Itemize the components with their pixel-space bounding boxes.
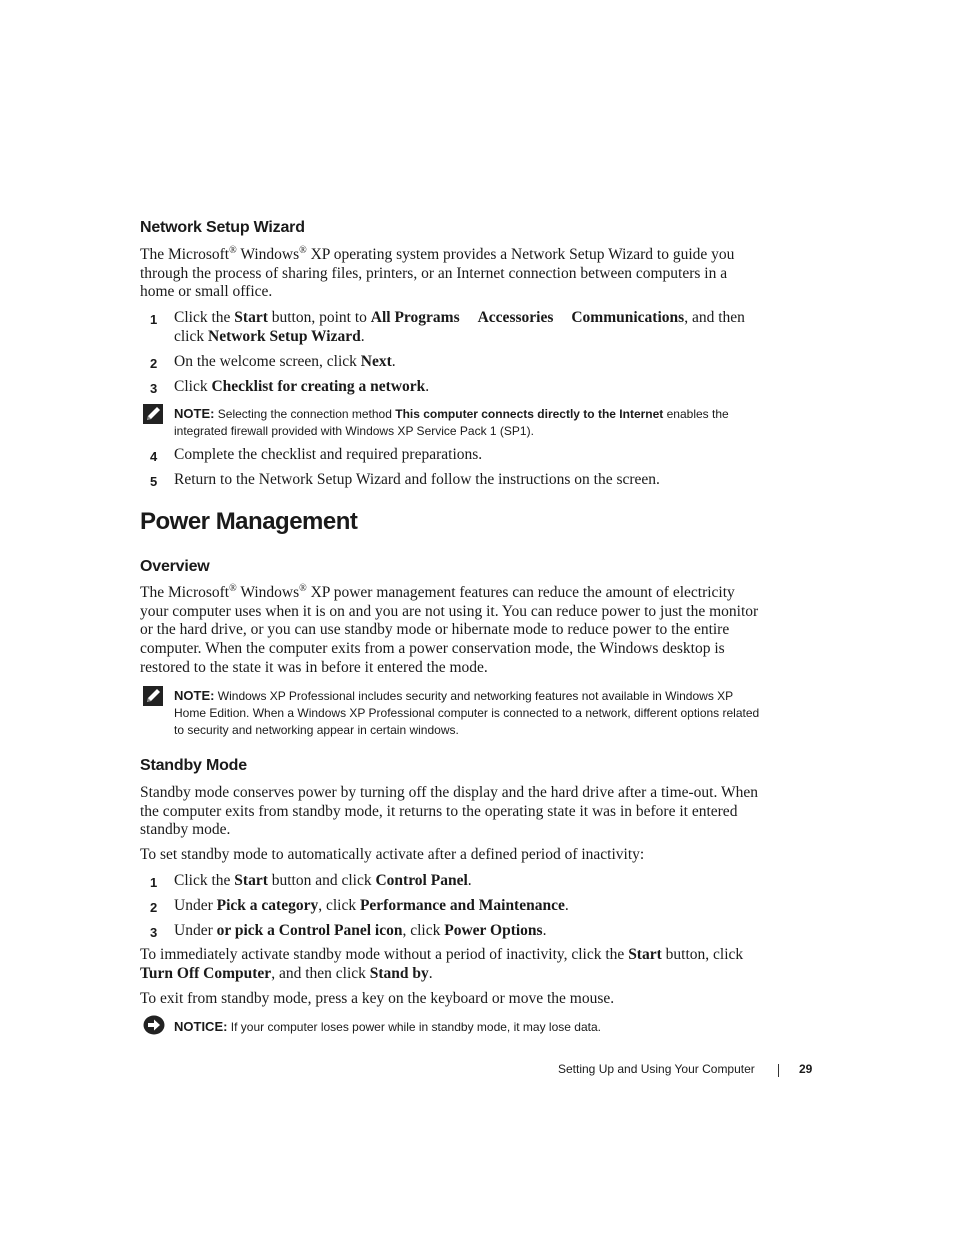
- standby-paragraph-1: Standby mode conserves power by turning off the display and the hard drive after a time-out. When the computer exits from standby mode, it returns to the operating state it was in before it entered standby mode.: [140, 784, 758, 839]
- note-label: NOTE:: [174, 406, 215, 421]
- step-number: 2: [150, 356, 158, 371]
- step-text: .: [542, 922, 547, 939]
- ui-term-next: Next: [360, 353, 392, 370]
- ui-term-stand-by: Stand by: [369, 964, 429, 982]
- intro-text: Windows: [236, 246, 300, 263]
- step-text: Under: [174, 922, 217, 939]
- overview-text: Windows: [236, 584, 300, 601]
- paragraph-text: To immediately activate standby mode without a period of inactivity, click the: [140, 946, 629, 963]
- section-heading-network-setup: Network Setup Wizard: [140, 219, 305, 236]
- step-text: Return to the Network Setup Wizard and follow the instructions on the screen.: [174, 471, 660, 488]
- intro-text: XP operating system provides a Network Setup Wizard to guide you through the process of sharing files, printers, or an Internet connection between computers in a home or small office.: [140, 246, 735, 301]
- ui-term-start: Start: [234, 872, 268, 889]
- note-text: enables the integrated firewall provided with Windows XP Service Pack 1 (SP1).: [174, 407, 729, 438]
- step-number: 1: [150, 875, 158, 890]
- chapter-heading-power-management: Power Management: [140, 508, 358, 535]
- ui-term-checklist: Checklist for creating a network: [211, 378, 426, 395]
- ui-term-communications: Communications: [571, 309, 685, 326]
- note-pencil-icon: [143, 404, 163, 424]
- step-text: button, point to: [267, 309, 371, 326]
- page-number: 29: [799, 1062, 813, 1076]
- ui-term-control-panel-icon: or pick a Control Panel icon: [216, 922, 403, 939]
- note-text: Selecting the connection method: [214, 407, 396, 421]
- paragraph-text: button, click: [661, 946, 744, 963]
- step-text: .: [467, 872, 472, 889]
- step-number: 4: [150, 449, 158, 464]
- footer-divider: [778, 1064, 779, 1077]
- step-text: .: [391, 353, 396, 370]
- step-text: button and click: [267, 872, 376, 889]
- step-text: , click: [318, 897, 360, 914]
- registered-mark: ®: [229, 582, 237, 594]
- ui-term-control-panel: Control Panel: [375, 872, 468, 889]
- note-label: NOTE:: [174, 688, 215, 703]
- step-text: .: [425, 378, 430, 395]
- ui-term-turn-off-computer: Turn Off Computer: [140, 964, 272, 982]
- step-number: 5: [150, 474, 158, 489]
- ui-term-power-options: Power Options: [444, 922, 543, 939]
- standby-paragraph-2: To set standby mode to automatically activate after a defined period of inactivity:: [140, 846, 645, 863]
- ui-term-start: Start: [234, 309, 268, 326]
- ui-term-accessories: Accessories: [477, 309, 554, 326]
- step-text: Under: [174, 897, 217, 914]
- notice-label: NOTICE:: [174, 1019, 228, 1034]
- paragraph-text: , and then click: [271, 964, 370, 982]
- standby-paragraph-4: To exit from standby mode, press a key on the keyboard or move the mouse.: [140, 990, 615, 1007]
- overview-paragraph: [140, 584, 760, 678]
- footer-section-title: Setting Up and Using Your Computer: [558, 1062, 755, 1076]
- step-text: On the welcome screen, click: [174, 353, 361, 370]
- step-text: Click the: [174, 872, 235, 889]
- step-number: 3: [150, 381, 158, 396]
- step-text: Complete the checklist and required preparations.: [174, 446, 483, 463]
- section-heading-overview: Overview: [140, 558, 210, 575]
- registered-mark: ®: [299, 582, 307, 594]
- network-setup-intro: [140, 246, 760, 302]
- ui-term-performance-maintenance: Performance and Maintenance: [359, 897, 565, 914]
- ui-term-connection-method: This computer connects directly to the Internet: [395, 407, 664, 421]
- standby-paragraph-3: [140, 946, 760, 983]
- ui-term-network-setup-wizard: Network Setup Wizard: [208, 328, 361, 345]
- step-text: , click: [402, 922, 445, 939]
- notice-text: If your computer loses power while in standby mode, it may lose data.: [227, 1020, 601, 1034]
- step-number: 2: [150, 900, 158, 915]
- step-text: Click the: [174, 309, 235, 326]
- step-text: , and then click: [174, 309, 745, 345]
- overview-text: The Microsoft: [140, 584, 230, 601]
- step-text: Click: [174, 378, 212, 395]
- paragraph-text: .: [428, 964, 433, 982]
- ui-term-all-programs: All Programs: [370, 309, 460, 326]
- registered-mark: ®: [229, 244, 237, 256]
- step-number: 1: [150, 312, 158, 327]
- section-heading-standby: Standby Mode: [140, 757, 247, 774]
- step-text: .: [564, 897, 569, 914]
- note-text: Windows XP Professional includes security and networking features not available in Windows XP Home Edition. When a Windows XP Professional computer is connected to a network, different options related to security and networking appear in certain windows.: [174, 689, 760, 737]
- notice-arrow-icon: [143, 1015, 165, 1035]
- overview-text: XP power management features can reduce the amount of electricity your computer uses when it is on and you are not using it. You can reduce power to just the monitor or the hard drive, or you can use standby mode or hibernate mode to reduce power to the entire computer. When the computer exits from a power conservation mode, the Windows desktop is restored to the state it was in before it entered the mode.: [140, 584, 759, 676]
- registered-mark: ®: [299, 244, 307, 256]
- step-number: 3: [150, 925, 158, 940]
- intro-text: The Microsoft: [140, 246, 230, 263]
- step-text: .: [360, 328, 365, 345]
- note-pencil-icon: [143, 686, 163, 706]
- ui-term-pick-category: Pick a category: [216, 897, 319, 914]
- ui-term-start: Start: [628, 946, 662, 963]
